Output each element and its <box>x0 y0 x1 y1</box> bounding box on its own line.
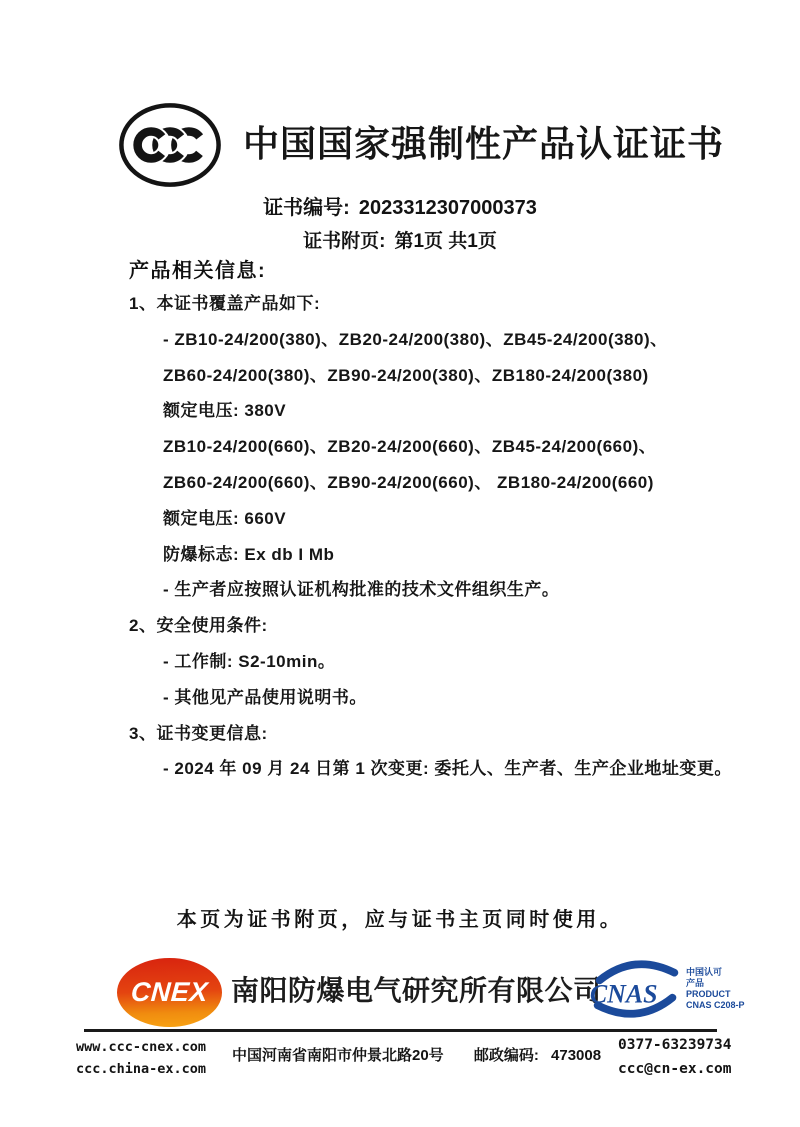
cnas-logo-icon <box>588 960 684 1018</box>
product-line: ZB60-24/200(660)、ZB90-24/200(660)、 ZB180-24/200(660) <box>163 472 654 492</box>
product-info-body <box>129 286 769 787</box>
product-line: 额定电压: 380V <box>163 401 287 421</box>
product-line: - 工作制: S2-10min。 <box>163 651 336 671</box>
certificate-number-label: 证书编号: <box>263 197 350 219</box>
footer-postcode-value: 473008 <box>551 1047 602 1064</box>
product-line: - ZB10-24/200(380)、ZB20-24/200(380)、ZB45-24/200(380)、 <box>163 329 668 349</box>
page-note: 本页为证书附页，应与证书主页同时使用。 <box>176 909 624 931</box>
certificate-pages-row <box>0 225 800 259</box>
product-line: - 其他见产品使用说明书。 <box>163 687 367 707</box>
product-line: - 生产者应按照认证机构批准的技术文件组织生产。 <box>163 580 560 600</box>
footer-divider <box>84 1029 717 1032</box>
certificate-meta <box>0 191 800 259</box>
certificate-number-row <box>0 191 800 225</box>
footer-address-row <box>232 1044 601 1065</box>
product-line: 1、本证书覆盖产品如下: <box>129 294 321 313</box>
certificate-pages-value: 第1页 共1页 <box>394 231 497 252</box>
cnas-caption-line: PRODUCT <box>686 989 731 999</box>
product-line: - 2024 年 09 月 24 日第 1 次变更: 委托人、生产者、生产企业地址变更。 <box>163 759 732 779</box>
product-line: 防爆标志: Ex db I Mb <box>163 544 335 564</box>
product-info-section-title: 产品相关信息: <box>129 260 267 282</box>
certificate-number-value: 2023312307000373 <box>358 197 537 219</box>
footer-websites <box>76 1036 206 1080</box>
product-line: ZB10-24/200(660)、ZB20-24/200(660)、ZB45-24/200(660)、 <box>163 437 657 457</box>
product-line: 2、安全使用条件: <box>129 616 268 636</box>
footer-email: ccc@cn-ex.com <box>618 1061 732 1077</box>
cnas-caption-line: 中国认可 <box>686 967 723 977</box>
cnas-caption <box>686 967 745 1011</box>
footer-contact <box>618 1033 732 1081</box>
certificate-pages-label: 证书附页: <box>303 231 386 252</box>
product-line: 额定电压: 660V <box>163 508 287 528</box>
cnas-caption-line: CNAS C208-P <box>686 1000 745 1010</box>
issuer-company-name: 南阳防爆电气研究所有限公司 <box>231 975 602 1006</box>
cnas-caption-line: 产品 <box>686 978 705 988</box>
product-line: 3、证书变更信息: <box>129 723 268 743</box>
footer-website-1: www.ccc-cnex.com <box>76 1039 207 1055</box>
footer-website-2: ccc.china-ex.com <box>76 1061 207 1077</box>
product-line: ZB60-24/200(380)、ZB90-24/200(380)、ZB180-24/200(380) <box>163 365 649 385</box>
cnex-logo <box>117 958 222 1027</box>
footer-postcode-label: 邮政编码: <box>473 1047 539 1064</box>
footer-phone: 0377-63239734 <box>618 1037 732 1053</box>
page-title: 中国国家强制性产品认证证书 <box>243 123 725 164</box>
ccc-mark-icon <box>116 94 224 196</box>
cnex-logo-text: CNEX <box>129 977 210 1007</box>
cnas-logo-text: CNAS <box>589 979 658 1009</box>
footer-address: 中国河南省南阳市仲景北路20号 <box>232 1047 444 1064</box>
cnas-accreditation-mark <box>588 957 758 1021</box>
